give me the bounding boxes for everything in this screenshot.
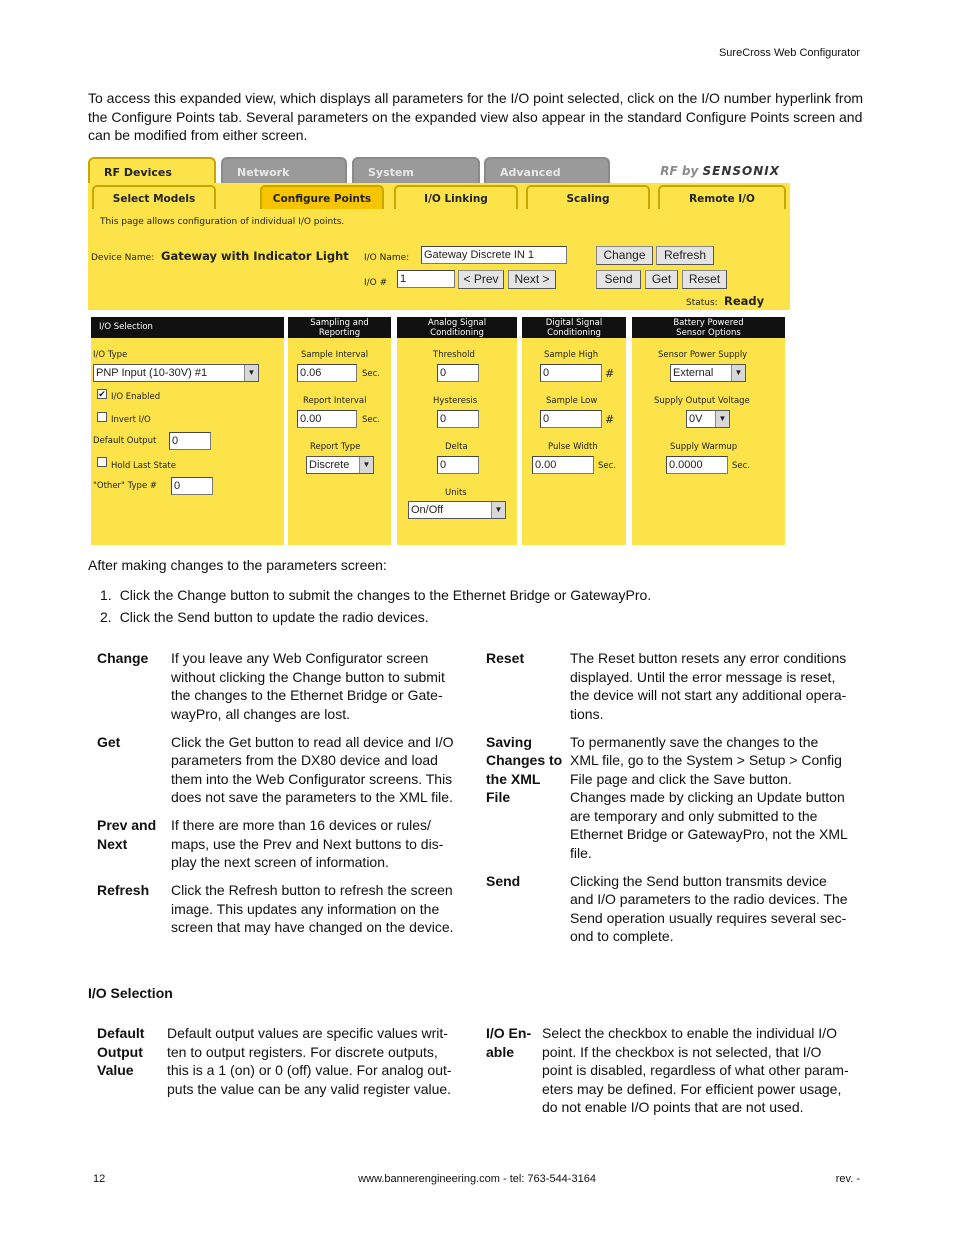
prev-button[interactable]: < Prev (458, 270, 504, 289)
sample-high-unit: # (605, 367, 615, 380)
step-number: 2. (100, 609, 112, 625)
battery-column (632, 317, 785, 545)
left-definition-term (97, 733, 120, 752)
description-line: Default output values are specific values writ- (167, 1025, 448, 1041)
description-line: does not save the parameters to the XML file. (171, 789, 453, 805)
footer-page-number: 12 (93, 1173, 106, 1185)
configurator-screenshot (88, 155, 790, 545)
left-definition-description (171, 733, 454, 807)
sampling-heading (288, 317, 391, 338)
refresh-button[interactable]: Refresh (656, 246, 714, 265)
chevron-down-icon: ▼ (359, 457, 373, 473)
section-heading: I/O Selection (88, 985, 173, 1001)
report-type-label: Report Type (310, 442, 361, 452)
description-line: XML file, go to the System > Setup > Config (570, 752, 842, 768)
subtab-configure-points[interactable]: Configure Points (260, 185, 384, 209)
report-interval-label: Report Interval (303, 396, 367, 406)
io-selection-heading: I/O Selection (91, 317, 284, 338)
io-number-input[interactable]: 1 (397, 270, 455, 288)
subtab-scaling[interactable]: Scaling (526, 185, 650, 209)
units-label: Units (445, 488, 467, 498)
sampling-column (288, 317, 391, 545)
chevron-down-icon: ▼ (715, 411, 729, 427)
step-text: Click the Change button to submit the changes to the Ethernet Bridge or GatewayPro. (119, 587, 652, 603)
intro-paragraph: To access this expanded view, which displays all parameters for the I/O point selected, click on the I/O number hyperlink from the Configure Points tab. Several parameters on the expanded view also appear in the standard Configure Points screen and can be modified from either screen. (88, 90, 864, 143)
warmup-label: Supply Warmup (670, 442, 738, 452)
term-line: Saving (486, 733, 532, 750)
description-line: File page and click the Save button. (570, 770, 792, 787)
term-line: Output (97, 1043, 143, 1060)
warmup-unit: Sec. (732, 461, 751, 471)
threshold-input[interactable]: 0 (437, 364, 479, 382)
term-line: able (486, 1043, 515, 1060)
pulse-width-unit: Sec. (598, 461, 617, 471)
send-button[interactable]: Send (596, 270, 641, 289)
description-line: screen that may have changed on the device. (171, 919, 454, 935)
description-line: maps, use the Prev and Next buttons to dis- (171, 835, 444, 852)
description-line: ond to complete. (570, 928, 674, 944)
io-type-label: I/O Type (93, 350, 128, 360)
battery-heading-line2: Sensor Options (676, 328, 741, 338)
io-number-label: I/O # (364, 278, 388, 288)
left-definition-description (171, 881, 454, 937)
sample-interval-label: Sample Interval (301, 350, 369, 360)
step-item (100, 586, 651, 608)
supply-voltage-select[interactable] (686, 410, 730, 428)
analog-column (397, 317, 517, 545)
tab-rf-devices[interactable]: RF Devices (88, 157, 216, 183)
digital-heading-line2: Conditioning (547, 328, 601, 338)
description-line: Changes made by clicking an Update button (570, 789, 845, 805)
io-name-label: I/O Name: (364, 253, 410, 263)
invert-io-checkbox[interactable] (97, 412, 107, 422)
battery-heading-line1: Battery Powered (673, 318, 744, 328)
default-output-definition-term (97, 1024, 144, 1080)
description-line: and I/O parameters to the radio devices. The (570, 891, 848, 907)
description-line: them into the Web Configurator screens. This (171, 770, 453, 787)
hold-last-state-checkbox[interactable] (97, 457, 107, 467)
term-line: Default (97, 1025, 145, 1041)
right-definition-description (570, 733, 848, 863)
description-line: puts the value can be any valid register value. (167, 1080, 452, 1097)
description-line: tions. (570, 705, 604, 722)
status-label: Status: (686, 298, 718, 308)
chevron-down-icon: ▼ (491, 502, 505, 518)
term-line: Next (97, 835, 128, 852)
threshold-label: Threshold (433, 350, 475, 360)
description-line: The Reset button resets any error conditions (570, 650, 847, 666)
left-definition-term (97, 649, 148, 668)
supply-voltage-label: Supply Output Voltage (654, 396, 750, 406)
pulse-width-input[interactable]: 0.00 (532, 456, 594, 474)
description-line: file. (570, 844, 592, 861)
subtab-select-models[interactable]: Select Models (92, 185, 216, 209)
sample-low-unit: # (605, 413, 615, 426)
term-line: Changes to (486, 752, 563, 768)
description-line: If you leave any Web Configurator screen (171, 650, 429, 666)
term-line: Reset (486, 650, 525, 666)
left-definition-term (97, 881, 149, 900)
device-panel (88, 210, 790, 310)
description-line: displayed. Until the error message is reset, (570, 668, 836, 685)
chevron-down-icon: ▼ (244, 365, 258, 381)
digital-column (522, 317, 626, 545)
io-enabled-label: I/O Enabled (111, 392, 161, 402)
io-type-value: PNP Input (10-30V) #1 (96, 367, 208, 379)
description-line: point is disabled, regardless of what other param- (542, 1062, 849, 1078)
io-enable-definition-term (486, 1024, 531, 1061)
default-output-definition-description (167, 1024, 452, 1098)
pulse-width-label: Pulse Width (548, 442, 598, 452)
other-type-input[interactable]: 0 (171, 477, 213, 495)
sensor-power-label: Sensor Power Supply (658, 350, 748, 360)
battery-heading (632, 317, 785, 338)
after-text: After making changes to the parameters screen: (88, 557, 387, 573)
analog-heading (397, 317, 517, 338)
sampling-heading-line2: Reporting (318, 328, 361, 338)
footer-revision: rev. - (835, 1173, 860, 1185)
other-type-label: "Other" Type # (93, 481, 158, 491)
page-info-text: This page allows configuration of individual I/O points. (100, 217, 345, 227)
subtab-remote-io[interactable]: Remote I/O (658, 185, 786, 209)
tab-network[interactable]: Network (221, 157, 347, 183)
subtab-io-linking[interactable]: I/O Linking (394, 185, 518, 209)
io-name-input[interactable]: Gateway Discrete IN 1 (421, 246, 567, 264)
io-selection-column (91, 317, 284, 545)
description-line: Select the checkbox to enable the individual I/O (542, 1025, 837, 1041)
left-definition-description (171, 816, 443, 872)
get-button[interactable]: Get (645, 270, 678, 289)
sample-interval-unit: Sec. (362, 369, 381, 379)
description-line: are temporary and only submitted to the (570, 807, 818, 824)
report-interval-unit: Sec. (362, 415, 381, 425)
description-line: point. If the checkbox is not selected, that I/O (542, 1043, 822, 1060)
description-line: the changes to the Ethernet Bridge or Gate- (171, 687, 443, 703)
term-line: Value (97, 1062, 134, 1078)
analog-heading-line1: Analog Signal (427, 318, 487, 328)
report-type-value: Discrete (309, 459, 350, 471)
step-item (100, 608, 651, 630)
term-line: File (486, 789, 511, 805)
right-definition-term (486, 649, 524, 668)
description-line: this is a 1 (on) or 0 (off) value. For analog out- (167, 1062, 452, 1078)
top-tab-bar (88, 155, 790, 183)
device-name-label: Device Name: (91, 253, 155, 263)
delta-input[interactable]: 0 (437, 456, 479, 474)
step-text: Click the Send button to update the radio devices. (119, 609, 429, 625)
sample-low-input[interactable]: 0 (540, 410, 602, 428)
hysteresis-input[interactable]: 0 (437, 410, 479, 428)
sampling-heading-line1: Sampling and (310, 318, 369, 328)
right-definition-term (486, 733, 562, 807)
description-line: Ethernet Bridge or GatewayPro, not the XML (570, 826, 848, 842)
sample-low-label: Sample Low (546, 396, 598, 406)
digital-heading-line1: Digital Signal (545, 318, 603, 328)
next-button[interactable]: Next > (508, 270, 556, 289)
sensor-power-value: External (673, 367, 714, 379)
right-definition-description (570, 872, 848, 946)
description-line: the device will not start any additional opera- (570, 687, 847, 703)
description-line: play the next screen of information. (171, 854, 389, 870)
term-line: I/O En- (486, 1025, 532, 1041)
supply-voltage-value: 0V (689, 413, 703, 425)
left-definition-description (171, 649, 445, 723)
report-interval-input[interactable]: 0.00 (297, 410, 357, 428)
invert-io-label: Invert I/O (111, 415, 151, 425)
io-type-select[interactable] (93, 364, 259, 382)
tab-advanced[interactable]: Advanced (484, 157, 610, 183)
description-line: eters may be defined. For efficient power usage, (542, 1080, 842, 1097)
term-line: the XML (486, 770, 541, 787)
term-line: Get (97, 733, 121, 750)
sample-high-label: Sample High (544, 350, 599, 360)
description-line: do not enable I/O points that are not used. (542, 1099, 804, 1115)
hold-last-state-label: Hold Last State (111, 461, 176, 471)
analog-heading-line2: Conditioning (430, 328, 484, 338)
change-button[interactable]: Change (596, 246, 653, 265)
description-line: Send operation usually requires several sec- (570, 909, 847, 926)
document-header-title: SureCross Web Configurator (718, 47, 860, 59)
warmup-input[interactable]: 0.0000 (666, 456, 728, 474)
io-enable-definition-description (542, 1024, 849, 1117)
term-line: Send (486, 872, 521, 889)
term-line: Refresh (97, 882, 150, 898)
tab-system[interactable]: System (352, 157, 480, 183)
sensor-power-select[interactable] (670, 364, 746, 382)
reset-button[interactable]: Reset (682, 270, 727, 289)
default-output-input[interactable]: 0 (169, 432, 211, 450)
description-line: Click the Refresh button to refresh the screen (171, 882, 453, 898)
description-line: Clicking the Send button transmits device (570, 872, 827, 889)
digital-heading (522, 317, 626, 338)
steps-list (100, 586, 651, 630)
device-name-value: Gateway with Indicator Light (161, 249, 349, 263)
description-line: parameters from the DX80 device and load (171, 752, 438, 768)
units-select[interactable] (408, 501, 506, 519)
hysteresis-label: Hysteresis (433, 396, 478, 406)
term-line: Change (97, 650, 149, 666)
delta-label: Delta (445, 442, 468, 452)
io-enabled-checkbox[interactable]: ✔ (98, 389, 106, 399)
status-value: Ready (724, 294, 765, 308)
default-output-label: Default Output (93, 436, 157, 446)
right-definition-term (486, 872, 520, 891)
footer-contact: www.bannerengineering.com - tel: 763-544-3164 (358, 1173, 596, 1185)
term-line: Prev and (97, 817, 157, 833)
right-definition-description (570, 649, 846, 723)
chevron-down-icon: ▼ (731, 365, 745, 381)
description-line: without clicking the Change button to submit (171, 668, 445, 685)
description-line: ten to output registers. For discrete outputs, (167, 1043, 438, 1060)
description-line: To permanently save the changes to the (570, 733, 819, 750)
units-value: On/Off (411, 504, 444, 516)
sensonix-logo: RF by SENSONIX (660, 164, 780, 178)
left-definition-term (97, 816, 156, 853)
report-type-select[interactable] (306, 456, 374, 474)
description-line: If there are more than 16 devices or rules/ (171, 817, 431, 833)
sample-high-input[interactable]: 0 (540, 364, 602, 382)
step-number: 1. (100, 587, 112, 603)
description-line: Click the Get button to read all device and I/O (171, 733, 454, 750)
description-line: wayPro, all changes are lost. (171, 705, 350, 722)
sample-interval-input[interactable]: 0.06 (297, 364, 357, 382)
description-line: image. This updates any information on the (171, 900, 440, 917)
sub-tab-bar (88, 183, 790, 210)
